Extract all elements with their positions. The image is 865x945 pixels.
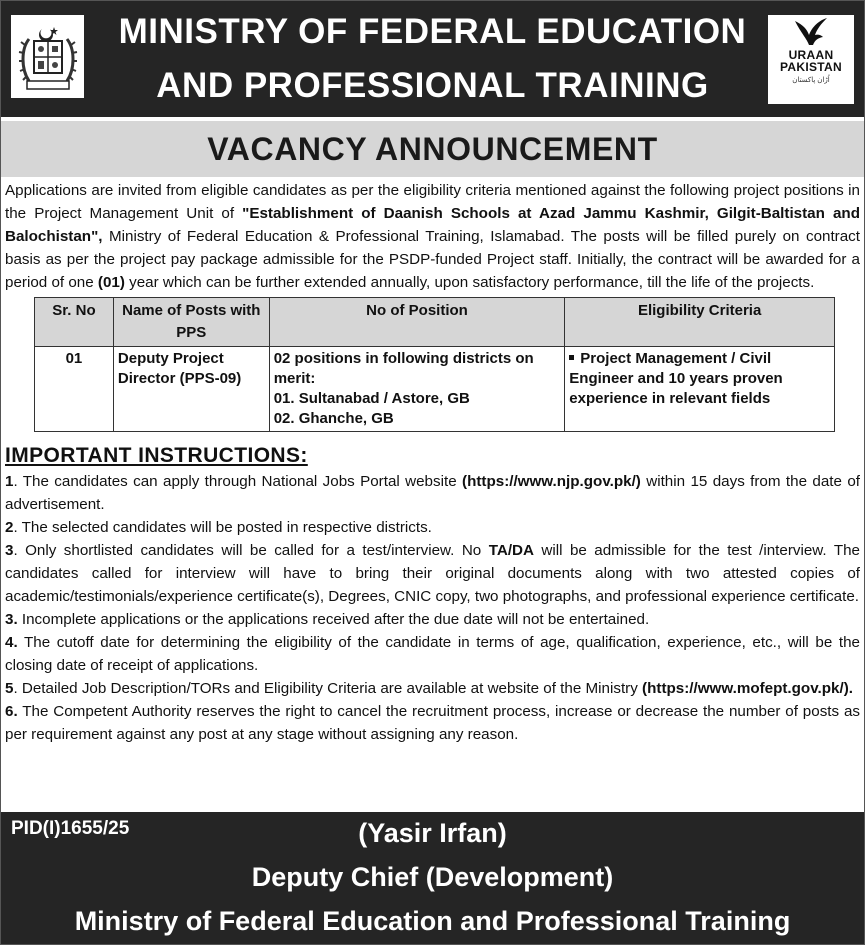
uraan-logo-text: URAAN PAKISTAN [780, 48, 842, 74]
instruction-number: 3. [5, 611, 18, 628]
footer [1, 812, 864, 944]
instruction-text: Incomplete applications or the applications received after the due date will not be entertained. [17, 611, 650, 628]
instruction-text: The Competent Authority reserves the right to cancel the recruitment process, increase or decrease the number of posts as per requirement against any post at any stage without assigning any reason. [5, 703, 860, 743]
positions-table [34, 297, 835, 432]
instruction-text: . Only shortlisted candidates will be called for a test/interview. No [13, 542, 489, 559]
eligibility-text: Project Management / Civil Engineer and 10 years proven experience in relevant fields [569, 350, 783, 407]
instruction-item [5, 608, 860, 631]
district-2: 02. Ghanche, GB [273, 410, 394, 427]
government-emblem-icon [11, 15, 84, 98]
instruction-item [5, 677, 860, 700]
instruction-item [5, 539, 860, 608]
instruction-text: within 15 days from the date of advertisement. [5, 473, 860, 513]
pid-number: PID(I)1655/25 [11, 818, 130, 839]
vacancy-title: VACANCY ANNOUNCEMENT [207, 130, 658, 167]
instruction-item [5, 516, 860, 539]
signatory-name: (Yasir Irfan) [358, 818, 507, 848]
intro-paragraph [1, 177, 864, 294]
header-sr-no: Sr. No [35, 298, 114, 347]
bullet-icon [569, 355, 574, 360]
instructions-heading: IMPORTANT INSTRUCTIONS: [5, 444, 308, 467]
instruction-number: 3 [5, 542, 14, 559]
cell-sr-no: 01 [35, 347, 114, 432]
instruction-item [5, 700, 860, 746]
signatory-title: Deputy Chief (Development) [251, 862, 614, 892]
njp-link[interactable]: (https://www.njp.gov.pk/) [462, 473, 641, 490]
instruction-number: 1 [5, 473, 14, 490]
table-header-row [35, 298, 835, 347]
instruction-text: The cutoff date for determining the eligibility of the candidate in terms of age, qualification, experience, etc., will be the closing date of receipt of applications. [5, 634, 860, 674]
ministry-title [119, 5, 747, 113]
header [1, 1, 864, 117]
eagle-icon [791, 15, 831, 49]
positions-summary: 02 positions in following districts on merit: [273, 350, 534, 387]
instruction-text: . The selected candidates will be posted in respective districts. [13, 519, 432, 536]
instruction-text: . The candidates can apply through National Jobs Portal website [13, 473, 463, 490]
header-post-name: Name of Posts with PPS [113, 298, 269, 347]
uraan-pakistan-logo [768, 15, 854, 104]
instruction-text: will be admissible for the test /interview. The candidates called for interview will have to bring their original documents along with two attested copies of academic/testimonials/experience certificate(s), Degrees, CNIC copy, two photographs, and professional experience certificate. [5, 542, 860, 605]
instructions-list [1, 468, 864, 746]
instruction-number: 5 [5, 680, 14, 697]
ministry-title-line1: MINISTRY OF FEDERAL EDUCATION [118, 12, 747, 51]
cell-post-name: Deputy Project Director (PPS-09) [113, 347, 269, 432]
intro-text: Applications are invited from eligible candidates as per the eligibility criteria mentioned against the following project positions in the Project Management Unit of [5, 182, 860, 222]
header-eligibility: Eligibility Criteria [565, 298, 835, 347]
mofept-link[interactable]: (https://www.mofept.gov.pk/). [642, 680, 853, 697]
project-name: "Establishment of Daanish Schools at Azad Jammu Kashmir, Gilgit-Baltistan and Balochistan", [5, 205, 860, 245]
signatory-ministry: Ministry of Federal Education and Professional Training [74, 906, 791, 936]
cell-eligibility [565, 347, 835, 432]
intro-text: year which can be further extended annually, upon satisfactory performance, till the life of the projects. [124, 274, 815, 291]
instruction-number: 6. [5, 703, 18, 720]
instruction-number: 4. [5, 634, 18, 651]
instruction-text: . Detailed Job Description/TORs and Eligibility Criteria are available at website of the Ministry [13, 680, 643, 697]
instruction-item [5, 631, 860, 677]
header-no-of-position: No of Position [269, 298, 565, 347]
vacancy-banner [1, 121, 864, 177]
intro-text: Ministry of Federal Education & Professional Training, Islamabad. The posts will be filled purely on contract basis as per the project pay package admissible for the PSDP-funded Project staff. Initially, the contract will be awarded for a period of one [5, 228, 860, 291]
ministry-title-line2: AND PROFESSIONAL TRAINING [156, 66, 709, 105]
cell-positions [269, 347, 565, 432]
instruction-number: 2 [5, 519, 14, 536]
instruction-item [5, 470, 860, 516]
table-row [35, 347, 835, 432]
district-1: 01. Sultanabad / Astore, GB [273, 390, 470, 407]
contract-period: (01) [97, 274, 125, 291]
ta-da-text: TA/DA [488, 542, 534, 559]
uraan-logo-urdu: اُڑان پاکستان [792, 77, 830, 84]
